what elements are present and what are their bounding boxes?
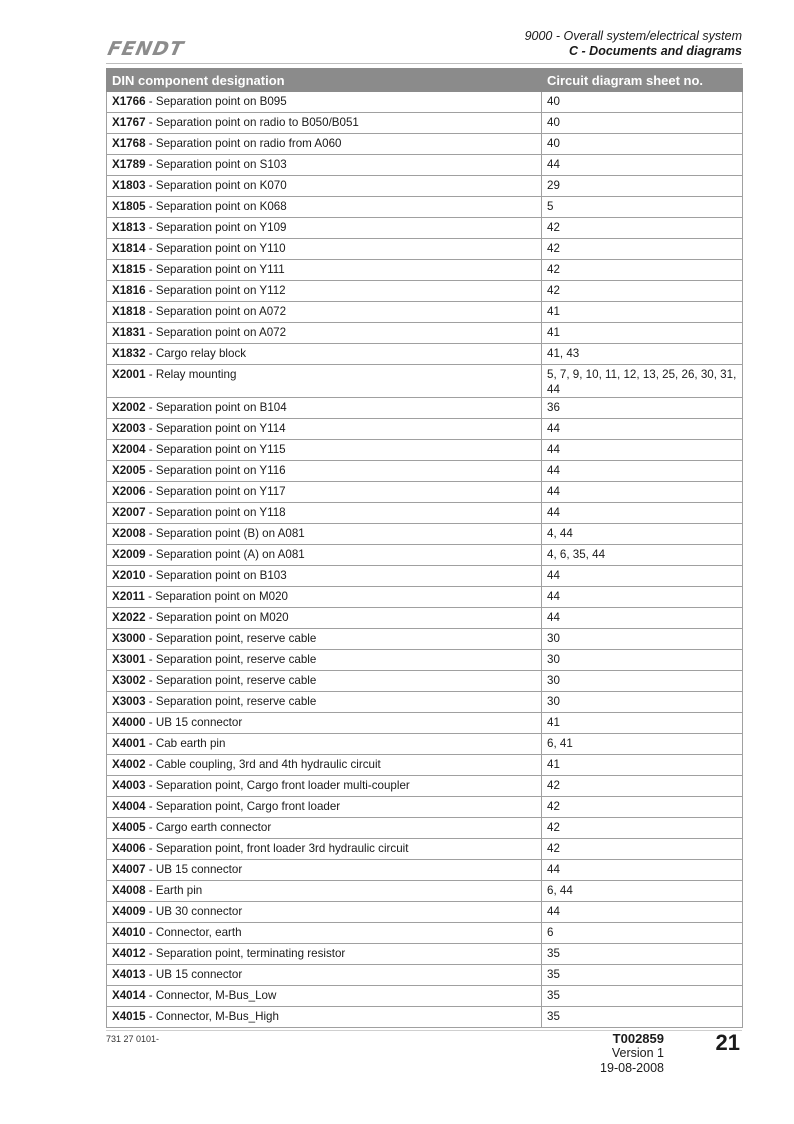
component-description: - Separation point (A) on A081 (145, 548, 305, 561)
designation-cell (107, 218, 542, 239)
component-code: X1767 (112, 116, 146, 129)
table-row (107, 365, 743, 398)
sheet-number-cell: 36 (542, 398, 743, 419)
sheet-number-cell: 41 (542, 302, 743, 323)
component-code: X2001 (112, 368, 146, 381)
footer-doc-code: T002859 (612, 1031, 664, 1046)
table-row (107, 755, 743, 776)
component-description: - Separation point on B095 (145, 95, 287, 108)
table-row (107, 608, 743, 629)
footer-doc-info (600, 1031, 664, 1076)
component-code: X1803 (112, 179, 146, 192)
component-code: X2009 (112, 548, 146, 561)
sheet-number-cell: 35 (542, 1007, 743, 1028)
component-code: X2002 (112, 401, 146, 414)
table-row (107, 629, 743, 650)
component-code: X2007 (112, 506, 146, 519)
page-header (525, 29, 742, 59)
component-description: - Earth pin (145, 884, 203, 897)
component-description: - Separation point, front loader 3rd hydraulic circuit (145, 842, 409, 855)
table-row (107, 260, 743, 281)
table-row (107, 671, 743, 692)
designation-cell (107, 482, 542, 503)
designation-cell (107, 860, 542, 881)
component-description: - Separation point on Y118 (145, 506, 286, 519)
table-row (107, 902, 743, 923)
component-code: X4008 (112, 884, 146, 897)
component-description: - UB 30 connector (145, 905, 243, 918)
table-row (107, 398, 743, 419)
designation-cell (107, 176, 542, 197)
component-code: X1818 (112, 305, 146, 318)
sheet-number-cell: 42 (542, 839, 743, 860)
table-row (107, 239, 743, 260)
table-row (107, 587, 743, 608)
component-code: X3001 (112, 653, 146, 666)
component-code: X4001 (112, 737, 146, 750)
sheet-number-cell: 42 (542, 776, 743, 797)
sheet-number-cell: 44 (542, 482, 743, 503)
designation-cell (107, 503, 542, 524)
component-description: - Separation point, Cargo front loader multi-coupler (145, 779, 410, 792)
designation-cell (107, 944, 542, 965)
component-description: - Separation point on Y115 (145, 443, 286, 456)
component-code: X4002 (112, 758, 146, 771)
sheet-number-cell: 4, 6, 35, 44 (542, 545, 743, 566)
component-description: - Separation point on M020 (144, 590, 288, 603)
component-description: - Separation point on radio to B050/B051 (145, 116, 359, 129)
component-code: X4009 (112, 905, 146, 918)
component-code: X1832 (112, 347, 146, 360)
designation-cell (107, 881, 542, 902)
sheet-number-cell: 41 (542, 755, 743, 776)
table-row (107, 419, 743, 440)
designation-cell (107, 197, 542, 218)
sheet-number-cell: 35 (542, 965, 743, 986)
table-row (107, 881, 743, 902)
component-code: X4005 (112, 821, 146, 834)
table-header-row (107, 69, 743, 92)
designation-cell (107, 566, 542, 587)
sheet-number-cell: 44 (542, 860, 743, 881)
component-code: X4003 (112, 779, 146, 792)
component-description: - UB 15 connector (145, 863, 243, 876)
sheet-number-cell: 44 (542, 155, 743, 176)
table-row (107, 440, 743, 461)
sheet-number-cell: 30 (542, 629, 743, 650)
sheet-number-cell: 6 (542, 923, 743, 944)
designation-cell (107, 587, 542, 608)
component-description: - Separation point on Y114 (145, 422, 286, 435)
component-code: X3002 (112, 674, 146, 687)
designation-cell (107, 419, 542, 440)
designation-cell (107, 671, 542, 692)
designation-cell (107, 839, 542, 860)
column-header-designation: DIN component designation (107, 69, 542, 92)
designation-cell (107, 776, 542, 797)
component-code: X1768 (112, 137, 146, 150)
designation-cell (107, 608, 542, 629)
table-row (107, 1007, 743, 1028)
component-code: X1831 (112, 326, 146, 339)
component-code: X2008 (112, 527, 146, 540)
component-code: X2005 (112, 464, 146, 477)
sheet-number-cell: 35 (542, 944, 743, 965)
component-code: X4007 (112, 863, 146, 876)
designation-cell (107, 524, 542, 545)
designation-cell (107, 797, 542, 818)
designation-cell (107, 734, 542, 755)
component-description: - Separation point, terminating resistor (145, 947, 346, 960)
sheet-number-cell: 44 (542, 902, 743, 923)
table-row (107, 281, 743, 302)
sheet-number-cell: 44 (542, 440, 743, 461)
table-row (107, 323, 743, 344)
sheet-number-cell: 42 (542, 797, 743, 818)
designation-cell (107, 650, 542, 671)
component-description: - Separation point on Y112 (145, 284, 286, 297)
sheet-number-cell: 44 (542, 587, 743, 608)
component-description: - Separation point on Y117 (145, 485, 286, 498)
header-system-title: 9000 - Overall system/electrical system (524, 29, 742, 43)
table-row (107, 92, 743, 113)
designation-cell (107, 365, 542, 398)
component-code: X1789 (112, 158, 146, 171)
component-description: - Separation point, reserve cable (145, 653, 317, 666)
designation-cell (107, 302, 542, 323)
component-code: X2022 (112, 611, 146, 624)
footer-date: 19-08-2008 (600, 1061, 664, 1075)
component-description: - Separation point, reserve cable (145, 674, 317, 687)
table-row (107, 839, 743, 860)
component-description: - Separation point on B103 (145, 569, 287, 582)
designation-cell (107, 923, 542, 944)
table-row (107, 965, 743, 986)
component-code: X3000 (112, 632, 146, 645)
component-code: X1766 (112, 95, 146, 108)
designation-cell (107, 239, 542, 260)
sheet-number-cell: 42 (542, 239, 743, 260)
footer-version: Version 1 (611, 1046, 664, 1060)
table-row (107, 503, 743, 524)
component-description: - Separation point on M020 (145, 611, 289, 624)
designation-cell (107, 134, 542, 155)
sheet-number-cell: 35 (542, 986, 743, 1007)
table-row (107, 818, 743, 839)
header-divider (106, 63, 742, 64)
designation-cell (107, 113, 542, 134)
component-code: X2011 (112, 590, 145, 603)
component-description: - Separation point on B104 (145, 401, 287, 414)
component-code: X2006 (112, 485, 146, 498)
table-row (107, 566, 743, 587)
sheet-number-cell: 29 (542, 176, 743, 197)
table-row (107, 482, 743, 503)
component-code: X3003 (112, 695, 146, 708)
component-description: - Separation point on Y109 (145, 221, 287, 234)
component-description: - Separation point on K070 (145, 179, 287, 192)
component-description: - Cargo earth connector (145, 821, 272, 834)
table-row (107, 776, 743, 797)
component-code: X1815 (112, 263, 146, 276)
component-code: X4012 (112, 947, 146, 960)
component-code: X2003 (112, 422, 146, 435)
component-description: - UB 15 connector (145, 968, 243, 981)
component-code: X1805 (112, 200, 146, 213)
sheet-number-cell: 41 (542, 323, 743, 344)
designation-cell (107, 692, 542, 713)
table-row (107, 545, 743, 566)
sheet-number-cell: 5 (542, 197, 743, 218)
component-description: - UB 15 connector (145, 716, 243, 729)
component-description: - Separation point on Y111 (145, 263, 285, 276)
designation-cell (107, 986, 542, 1007)
designation-cell (107, 545, 542, 566)
component-code: X2010 (112, 569, 146, 582)
component-description: - Separation point on A072 (145, 305, 287, 318)
table-row (107, 302, 743, 323)
sheet-number-cell: 4, 44 (542, 524, 743, 545)
fendt-logo: FENDT (105, 38, 186, 60)
designation-cell (107, 344, 542, 365)
component-description: - Cargo relay block (145, 347, 247, 360)
component-code: X4006 (112, 842, 146, 855)
table-row (107, 797, 743, 818)
sheet-number-cell: 44 (542, 503, 743, 524)
component-description: - Separation point on Y116 (145, 464, 286, 477)
component-code: X4015 (112, 1010, 146, 1023)
header-section-title: C - Documents and diagrams (569, 44, 742, 58)
table-row (107, 218, 743, 239)
sheet-number-cell: 42 (542, 218, 743, 239)
sheet-number-cell: 42 (542, 818, 743, 839)
sheet-number-cell: 44 (542, 608, 743, 629)
sheet-number-cell: 42 (542, 281, 743, 302)
designation-cell (107, 818, 542, 839)
component-code: X4004 (112, 800, 146, 813)
designation-cell (107, 155, 542, 176)
component-description: - Separation point, reserve cable (145, 695, 317, 708)
sheet-number-cell: 40 (542, 113, 743, 134)
component-description: - Separation point on S103 (145, 158, 287, 171)
component-description: - Cable coupling, 3rd and 4th hydraulic circuit (145, 758, 381, 771)
table-row (107, 155, 743, 176)
table-row (107, 986, 743, 1007)
designation-cell (107, 629, 542, 650)
sheet-number-cell: 44 (542, 566, 743, 587)
component-description: - Connector, M-Bus_Low (145, 989, 277, 1002)
table-row (107, 461, 743, 482)
table-row (107, 197, 743, 218)
component-code: X4000 (112, 716, 146, 729)
designation-cell (107, 461, 542, 482)
component-description: - Separation point on A072 (145, 326, 287, 339)
sheet-number-cell: 30 (542, 671, 743, 692)
table-row (107, 923, 743, 944)
component-description: - Separation point, reserve cable (145, 632, 317, 645)
component-table (106, 68, 743, 1028)
component-code: X4013 (112, 968, 146, 981)
component-code: X1816 (112, 284, 146, 297)
component-description: - Connector, earth (145, 926, 242, 939)
column-header-sheet: Circuit diagram sheet no. (542, 69, 743, 92)
sheet-number-cell: 40 (542, 134, 743, 155)
sheet-number-cell: 41 (542, 713, 743, 734)
component-description: - Relay mounting (145, 368, 237, 381)
footer-doc-ref: 731 27 0101- (106, 1034, 160, 1044)
designation-cell (107, 755, 542, 776)
table-row (107, 344, 743, 365)
table-row (107, 176, 743, 197)
table-row (107, 524, 743, 545)
sheet-number-cell: 44 (542, 461, 743, 482)
component-description: - Connector, M-Bus_High (145, 1010, 279, 1023)
component-code: X1813 (112, 221, 146, 234)
designation-cell (107, 281, 542, 302)
designation-cell (107, 323, 542, 344)
component-description: - Separation point (B) on A081 (145, 527, 305, 540)
component-description: - Separation point on radio from A060 (145, 137, 342, 150)
table-body (107, 92, 743, 1028)
table-row (107, 713, 743, 734)
sheet-number-cell: 30 (542, 692, 743, 713)
component-code: X4010 (112, 926, 146, 939)
designation-cell (107, 902, 542, 923)
designation-cell (107, 260, 542, 281)
designation-cell (107, 398, 542, 419)
table-row (107, 734, 743, 755)
table-row (107, 134, 743, 155)
sheet-number-cell: 6, 44 (542, 881, 743, 902)
designation-cell (107, 965, 542, 986)
component-code: X1814 (112, 242, 146, 255)
page-number: 21 (715, 1030, 740, 1055)
sheet-number-cell: 41, 43 (542, 344, 743, 365)
designation-cell (107, 1007, 542, 1028)
table-row (107, 113, 743, 134)
table-row (107, 692, 743, 713)
sheet-number-cell: 44 (542, 419, 743, 440)
component-code: X2004 (112, 443, 146, 456)
table-row (107, 650, 743, 671)
component-description: - Cab earth pin (145, 737, 226, 750)
table-row (107, 860, 743, 881)
sheet-number-cell: 40 (542, 92, 743, 113)
designation-cell (107, 713, 542, 734)
sheet-number-cell: 5, 7, 9, 10, 11, 12, 13, 25, 26, 30, 31, 44 (542, 365, 743, 398)
component-description: - Separation point on K068 (145, 200, 287, 213)
component-description: - Separation point, Cargo front loader (145, 800, 341, 813)
sheet-number-cell: 6, 41 (542, 734, 743, 755)
sheet-number-cell: 30 (542, 650, 743, 671)
component-code: X4014 (112, 989, 146, 1002)
sheet-number-cell: 42 (542, 260, 743, 281)
component-description: - Separation point on Y110 (145, 242, 286, 255)
designation-cell (107, 440, 542, 461)
designation-cell (107, 92, 542, 113)
table-row (107, 944, 743, 965)
